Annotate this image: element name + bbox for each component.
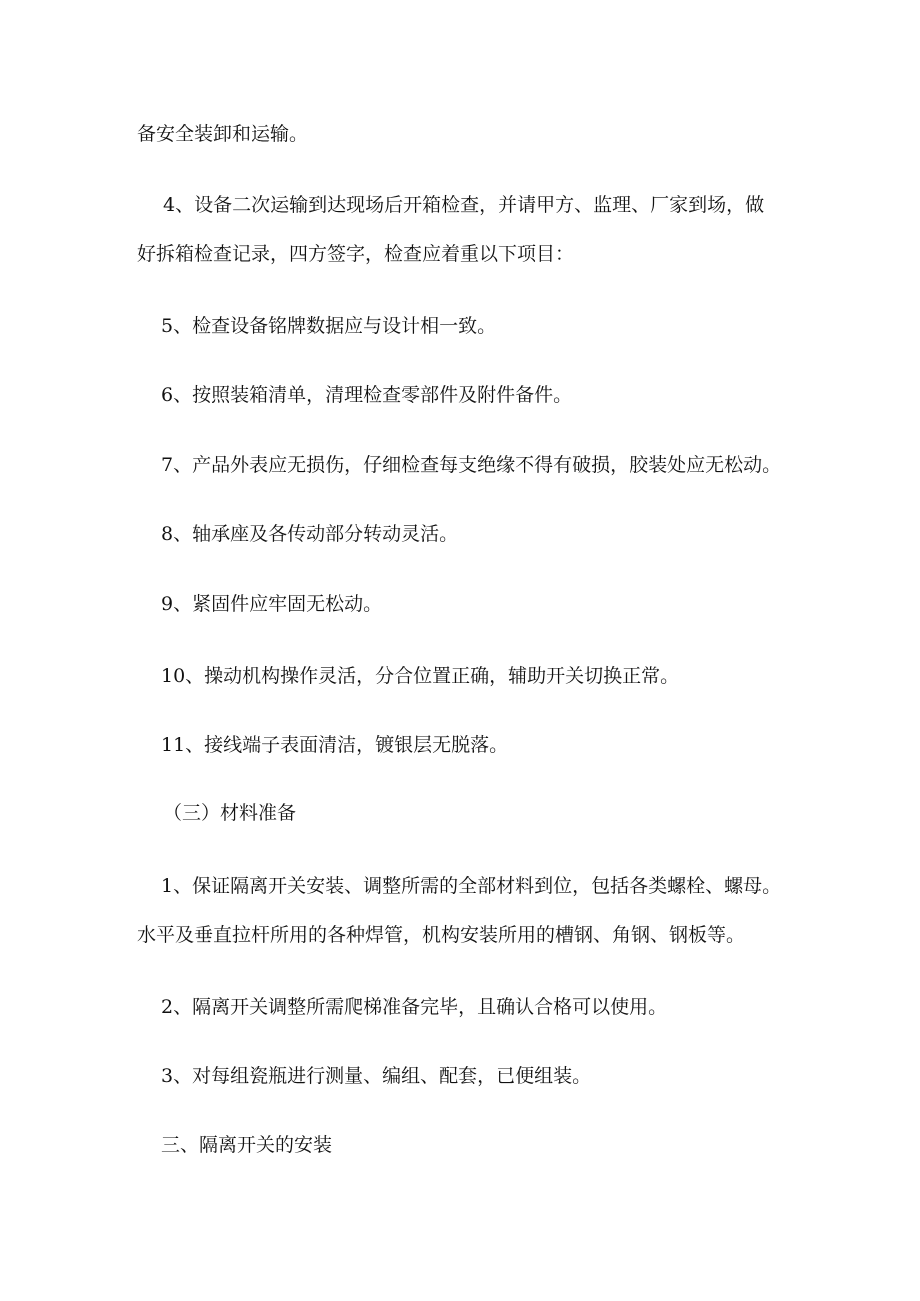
section-heading-materials: （三）材料准备 xyxy=(163,802,297,824)
text-line-continuation: 备安全装卸和运输。 xyxy=(137,123,309,145)
list-item-7: 7、产品外表应无损伤，仔细检查每支绝缘不得有破损，胶装处应无松动。 xyxy=(161,454,782,476)
list-item-1-line-2: 水平及垂直拉杆所用的各种焊管，机构安装所用的槽钢、角钢、钢板等。 xyxy=(137,924,746,946)
list-item-5: 5、检查设备铭牌数据应与设计相一致。 xyxy=(161,315,497,337)
list-item-6: 6、按照装箱清单，清理检查零部件及附件备件。 xyxy=(161,384,573,406)
list-item-1-line-1: 1、保证隔离开关安装、调整所需的全部材料到位，包括各类螺栓、螺母。 xyxy=(161,875,782,897)
list-item-8: 8、轴承座及各传动部分转动灵活。 xyxy=(161,523,459,545)
list-item-4-line-1: 4、设备二次运输到达现场后开箱检查，并请甲方、监理、厂家到场，做 xyxy=(163,194,765,216)
list-item-10: 10、操动机构操作灵活，分合位置正确，辅助开关切换正常。 xyxy=(161,665,680,687)
list-item-11: 11、接线端子表面清洁，镀银层无脱落。 xyxy=(161,734,509,756)
section-heading-installation: 三、隔离开关的安装 xyxy=(161,1134,333,1156)
list-item-9: 9、紧固件应牢固无松动。 xyxy=(161,593,383,615)
list-item-2: 2、隔离开关调整所需爬梯准备完毕，且确认合格可以使用。 xyxy=(161,996,668,1018)
list-item-4-line-2: 好拆箱检查记录，四方签字，检查应着重以下项目： xyxy=(137,243,575,265)
list-item-3: 3、对每组瓷瓶进行测量、编组、配套，已便组装。 xyxy=(161,1065,592,1087)
